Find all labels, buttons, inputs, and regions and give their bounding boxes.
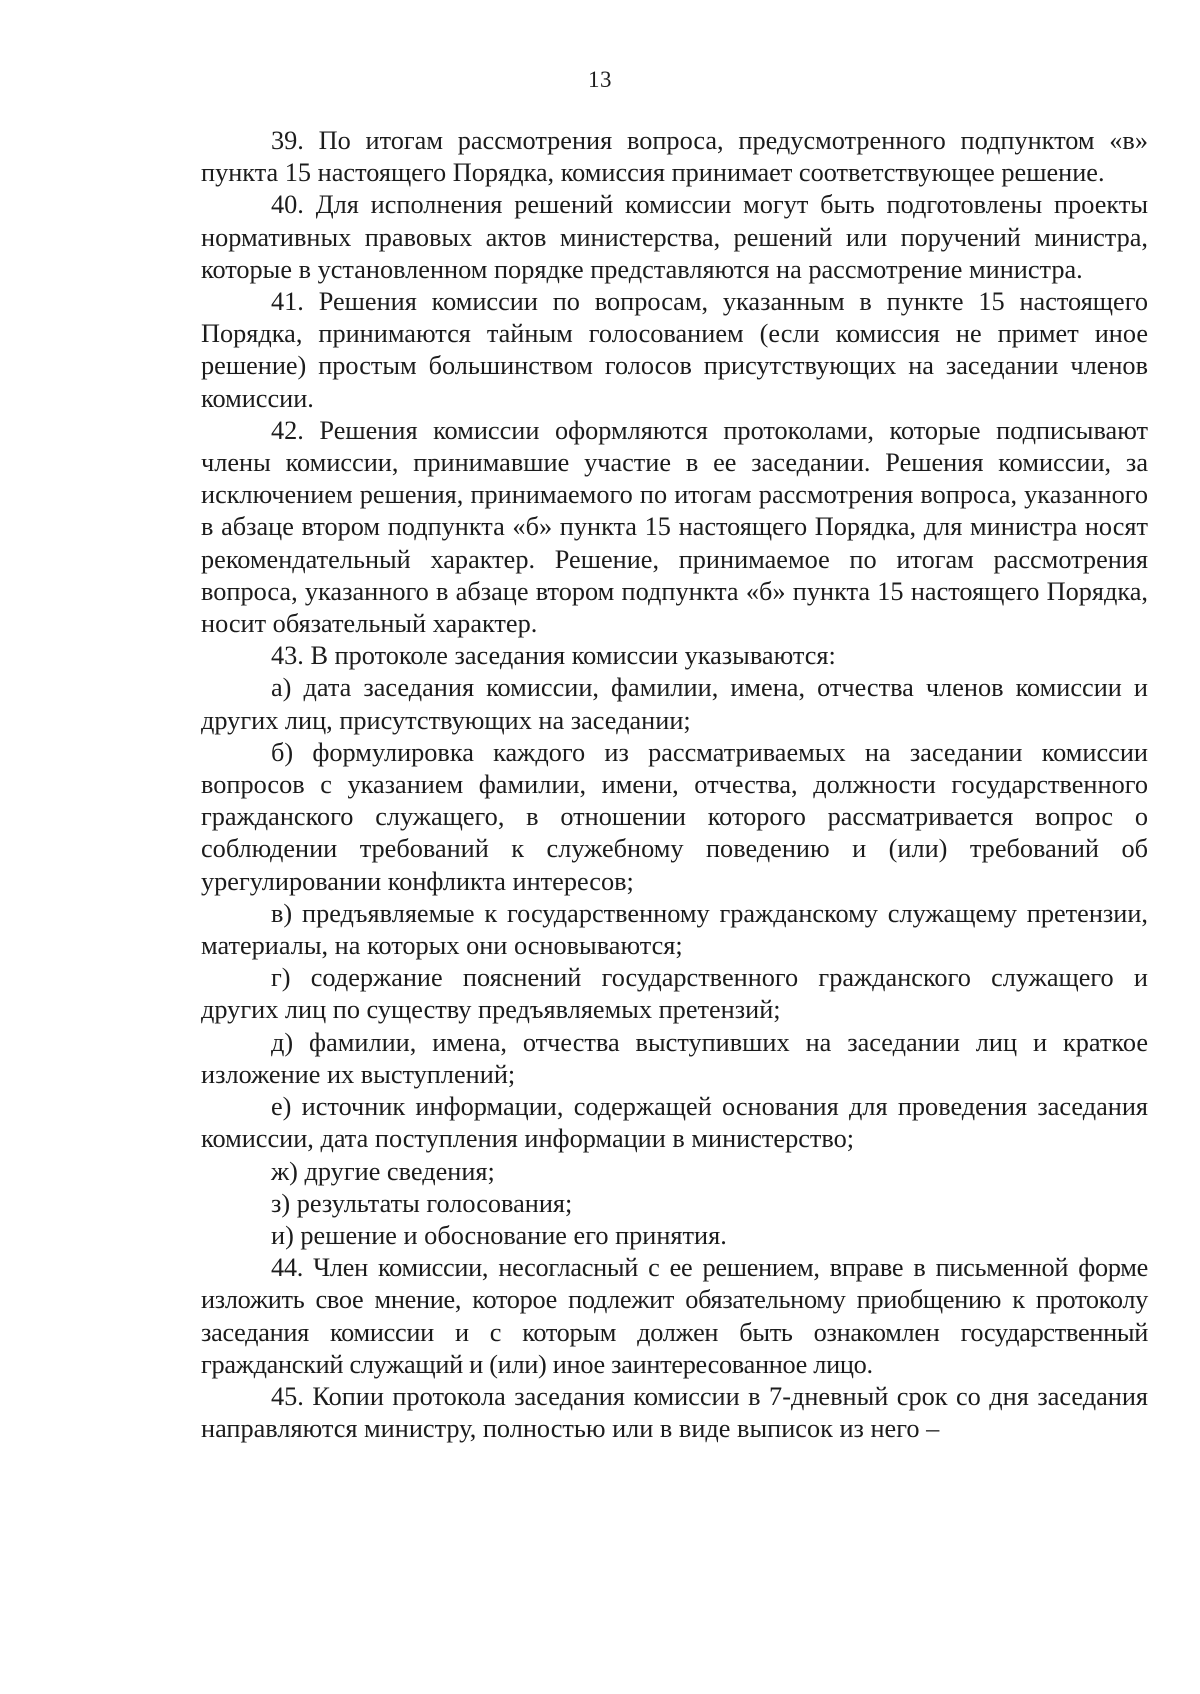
list-item-g: г) содержание пояснений государственного гражданского служащего и других лиц по существу предъявляемых претензий;: [201, 963, 1148, 1025]
list-item-d: д) фамилии, имена, отчества выступивших на заседании лиц и краткое изложение их выступлений;: [201, 1027, 1148, 1089]
paragraph-45: 45. Копии протокола заседания комиссии в 7-дневный срок со дня заседания направляются министру, полностью или в виде выписок из него –: [201, 1381, 1148, 1444]
list-item-b: б) формулировка каждого из рассматриваемых на заседании комиссии вопросов с указанием фамилии, имени, отчества, должности государственного гражданского служащего, в отношении которого рассматривается вопрос о соблюдении требований к служебному поведению и (или) требований об урегулировании конфликта интересов;: [201, 737, 1148, 896]
list-item-a: а) дата заседания комиссии, фамилии, имена, отчества членов комиссии и других лиц, присутствующих на заседании;: [201, 673, 1148, 735]
list-item-zh: ж) другие сведения;: [271, 1156, 495, 1186]
paragraph-42: 42. Решения комиссии оформляются протоколами, которые подписывают члены комиссии, принимавшие участие в ее заседании. Решения комиссии, за исключением решения, принимаемого по итогам рассмотрения вопроса, указанного в абзаце втором подпункта «б» пункта 15 настоящего Порядка, для министра носят рекомендательный характер. Решение, принимаемое по итогам рассмотрения вопроса, указанного в абзаце втором подпункта «б» пункта 15 настоящего Порядка, носит обязательный характер.: [201, 415, 1148, 639]
list-item-e: е) источник информации, содержащей основания для проведения заседания комиссии, дата поступления информации в министерство;: [201, 1092, 1148, 1154]
list-item-v: в) предъявляемые к государственному гражданскому служащему претензии, материалы, на которых они основываются;: [201, 898, 1148, 961]
page-number: 13: [588, 67, 612, 92]
document-body: [201, 125, 1148, 1445]
paragraph-41: 41. Решения комиссии по вопросам, указанным в пункте 15 настоящего Порядка, принимаются тайным голосованием (если комиссия не примет иное решение) простым большинством голосов присутствующих на заседании членов комиссии.: [201, 287, 1148, 413]
paragraph-40: 40. Для исполнения решений комиссии могут быть подготовлены проекты нормативных правовых актов министерства, решений или поручений министра, которые в установленном порядке представляются на рассмотрение министра.: [201, 190, 1148, 284]
list-item-i: и) решение и обоснование его принятия.: [271, 1220, 727, 1250]
paragraph-39: 39. По итогам рассмотрения вопроса, предусмотренного подпунктом «в» пункта 15 настоящего Порядка, комиссия принимает соответствующее решение.: [201, 126, 1148, 188]
list-item-z: з) результаты голосования;: [271, 1188, 573, 1218]
paragraph-44: 44. Член комиссии, несогласный с ее решением, вправе в письменной форме изложить свое мнение, которое подлежит обязательному приобщению к протоколу заседания комиссии и с которым должен быть ознакомлен государственный гражданский служащий и (или) иное заинтересованное лицо.: [201, 1253, 1148, 1379]
paragraph-43: 43. В протоколе заседания комиссии указываются:: [271, 641, 836, 671]
